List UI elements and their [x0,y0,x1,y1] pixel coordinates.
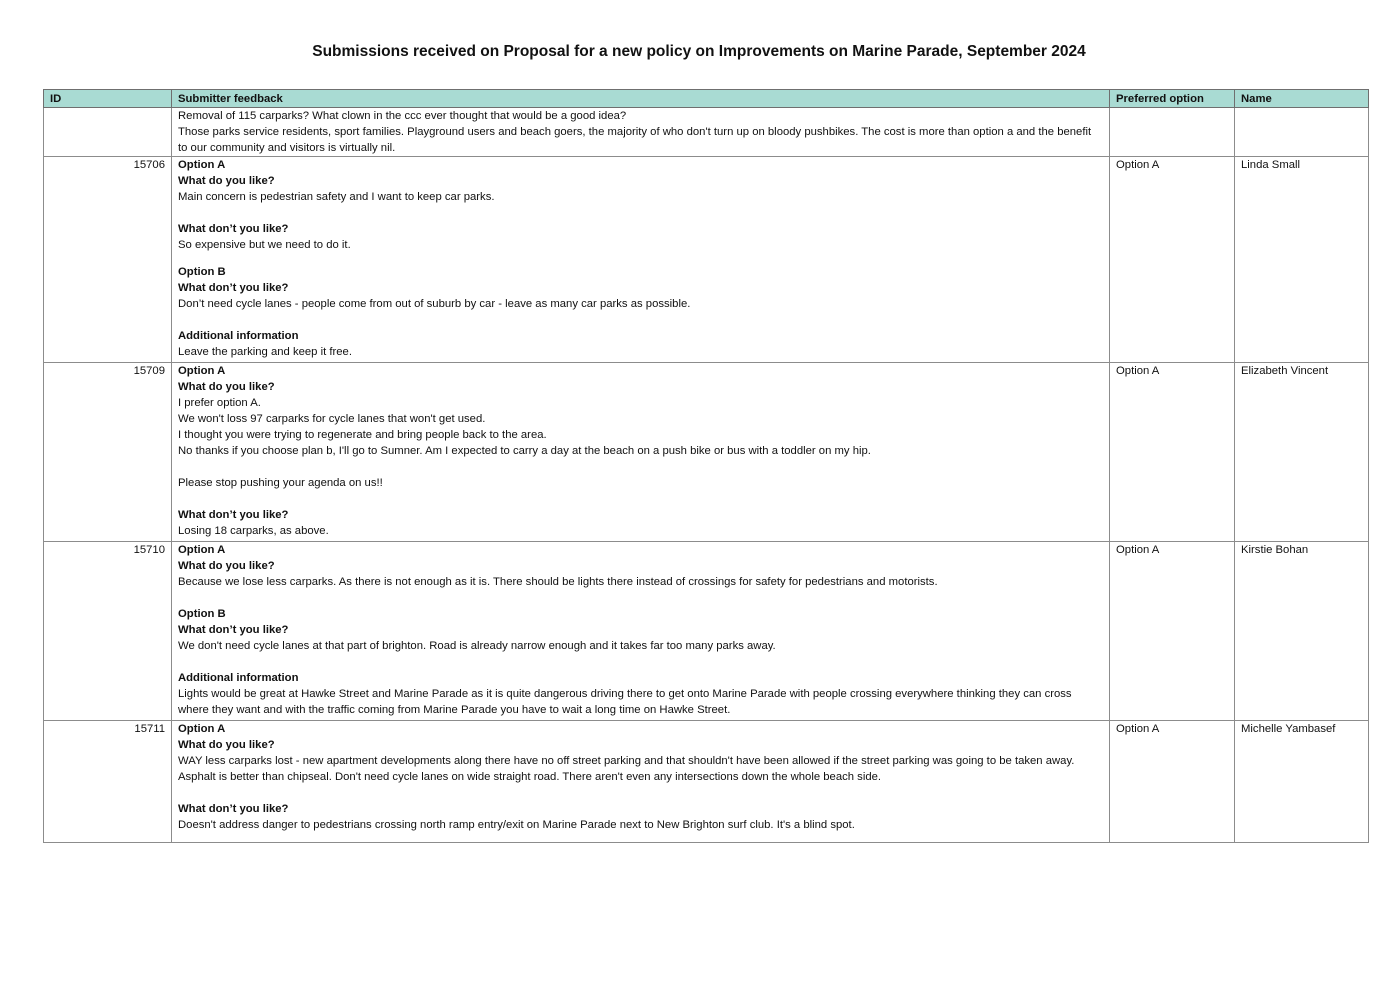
table-row [44,721,1369,843]
table-row [44,157,1369,363]
feedback-answer: Because we lose less carparks. As there is not enough as it is. There should be lights there instead of crossings for safety for pedestrians and motorists. [178,576,938,588]
feedback-section-heading: Additional information [178,330,299,342]
submission-id: 15706 [44,157,172,363]
submission-id: 15710 [44,542,172,721]
submission-id [44,108,172,157]
feedback-section-heading: Option A [178,159,226,171]
feedback-question: What don’t you like? [178,624,289,636]
table-row [44,542,1369,721]
feedback-section-heading: Option B [178,608,226,620]
feedback-answer: Leave the parking and keep it free. [178,346,352,358]
feedback-section-heading: Option A [178,365,226,377]
column-header-name: Name [1235,90,1369,108]
preferred-option: Option A [1110,157,1235,363]
submitter-feedback [172,721,1110,843]
submitter-feedback [172,363,1110,542]
preferred-option [1110,108,1235,157]
submitter-feedback [172,108,1110,157]
column-header-id: ID [44,90,172,108]
feedback-answer: I thought you were trying to regenerate and bring people back to the area. [178,429,547,441]
feedback-answer: Lights would be great at Hawke Street and Marine Parade as it is quite dangerous driving there to get onto Marine Parade with people crossing everywhere thinking they can cross where they want and with the traffic coming from Marine Parade you have to wait a long time on Hawke Street. [178,688,1072,716]
feedback-answer: Doesn't address danger to pedestrians crossing north ramp entry/exit on Marine Parade next to New Brighton surf club. It's a blind spot. [178,819,855,831]
submitter-name: Kirstie Bohan [1235,542,1369,721]
feedback-answer: Losing 18 carparks, as above. [178,525,329,537]
feedback-question: What do you like? [178,381,275,393]
submissions-table [43,89,1369,843]
feedback-answer: Don’t need cycle lanes - people come from out of suburb by car - leave as many car parks as possible. [178,298,691,310]
feedback-line: Removal of 115 carparks? What clown in the ccc ever thought that would be a good idea? [178,110,627,122]
feedback-question: What do you like? [178,175,275,187]
table-row [44,108,1369,157]
feedback-answer: We won't loss 97 carparks for cycle lanes that won't get used. [178,413,486,425]
feedback-line: Those parks service residents, sport families. Playground users and beach goers, the majority of who don't turn up on bloody pushbikes. The cost is more than option a and the benefit to our community and visitors is virtually nil. [178,126,1092,154]
feedback-answer: We don't need cycle lanes at that part of brighton. Road is already narrow enough and it takes far too many parks away. [178,640,776,652]
preferred-option: Option A [1110,542,1235,721]
feedback-answer: I prefer option A. [178,397,261,409]
column-header-preferred-option: Preferred option [1110,90,1235,108]
feedback-section-heading: Option A [178,723,226,735]
submitter-name [1235,108,1369,157]
submitter-feedback [172,157,1110,363]
submitter-name: Elizabeth Vincent [1235,363,1369,542]
column-header-feedback: Submitter feedback [172,90,1110,108]
submitter-feedback [172,542,1110,721]
feedback-question: What do you like? [178,739,275,751]
feedback-question: What don’t you like? [178,223,289,235]
feedback-answer: WAY less carparks lost - new apartment developments along there have no off street parking and that shouldn't have been allowed if the street parking was going to be taken away. Asphalt is better than chipseal. Don't need cycle lanes on wide straight road. There aren't even any intersections down the whole beach side. [178,755,1075,783]
preferred-option: Option A [1110,721,1235,843]
feedback-question: What don’t you like? [178,509,289,521]
table-header-row [44,90,1369,108]
feedback-answer: Main concern is pedestrian safety and I want to keep car parks. [178,191,495,203]
feedback-question: What do you like? [178,560,275,572]
preferred-option: Option A [1110,363,1235,542]
feedback-answer: So expensive but we need to do it. [178,239,351,251]
feedback-section-heading: Option A [178,544,226,556]
table-row [44,363,1369,542]
document-title: Submissions received on Proposal for a new policy on Improvements on Marine Parade, September 2024 [312,43,1086,60]
submission-id: 15709 [44,363,172,542]
feedback-section-heading: Additional information [178,672,299,684]
feedback-question: What don’t you like? [178,803,289,815]
submission-id: 15711 [44,721,172,843]
feedback-answer: No thanks if you choose plan b, I'll go to Sumner. Am I expected to carry a day at the beach on a push bike or bus with a toddler on my hip. [178,445,871,457]
submitter-name: Michelle Yambasef [1235,721,1369,843]
feedback-answer: Please stop pushing your agenda on us!! [178,477,383,489]
feedback-question: What don’t you like? [178,282,289,294]
feedback-section-heading: Option B [178,266,226,278]
submitter-name: Linda Small [1235,157,1369,363]
